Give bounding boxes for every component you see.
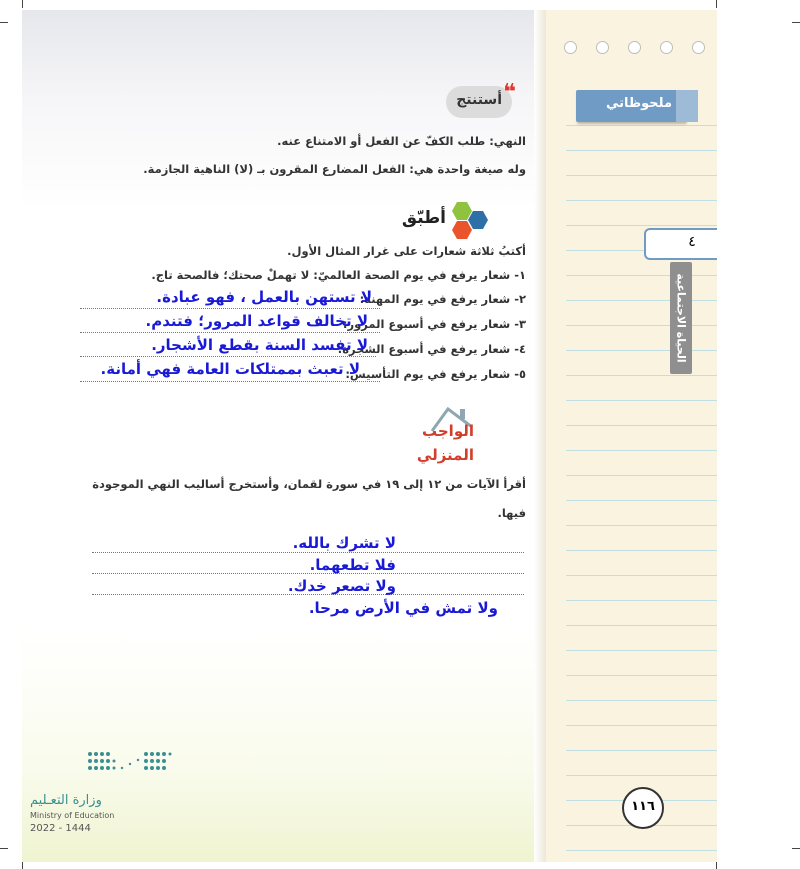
answer-line	[80, 308, 380, 309]
apply-item-5-answer: لا تعبث بممتلكات العامة فهي أمانة.	[100, 360, 360, 378]
unit-number: ٤	[688, 234, 696, 250]
notes-tab	[576, 90, 686, 122]
homework-answer-2: فلا تطعهما.	[309, 556, 396, 574]
content-column	[22, 10, 534, 862]
ministry-year: 2022 - 1444	[30, 823, 91, 834]
apply-item-5-prompt: ٥- شعار يرفع في يوم التأسيس:	[345, 367, 526, 381]
apply-item-1: ١- شعار يرفع في يوم الصحة العالميّ: لا تهملْ صحتك؛ فالصحة تاج.	[151, 268, 526, 282]
crop-mark	[22, 861, 23, 869]
unit-title-tab	[670, 262, 692, 374]
quote-icon: ❝	[503, 80, 516, 105]
hexagons-icon	[450, 202, 494, 246]
apply-title: أطبّق	[401, 208, 446, 228]
homework-answer-1: لا تشرك بالله.	[292, 534, 396, 552]
apply-item-2-prompt: ٢- شعار يرفع في يوم المهنة:	[359, 292, 526, 306]
homework-answer-4: ولا تمش في الأرض مرحا.	[308, 599, 498, 617]
binder-hole-icon	[596, 41, 609, 54]
crop-mark	[0, 848, 8, 849]
crop-mark	[716, 0, 717, 8]
binder-hole-icon	[692, 41, 705, 54]
answer-line	[80, 332, 380, 333]
homework-title-1: الواجب	[421, 422, 474, 440]
apply-item-4-prompt: ٤- شعار يرفع في أسبوع الشجرة:	[337, 342, 526, 356]
ministry-name-ar: وزارة التعـليم	[30, 793, 102, 808]
binder-hole-icon	[628, 41, 641, 54]
textbook-page	[22, 10, 717, 862]
apply-instruction: أكتبُ ثلاثة شعارات على غرار المثال الأول.	[287, 244, 526, 258]
unit-title: الحياة الاجتماعية	[674, 273, 688, 363]
page-gutter	[534, 10, 546, 862]
conclude-line-2: وله صيغة واحدة هي: الفعل المضارع المقرون بـ (لا) الناهية الجازمة.	[143, 162, 526, 176]
answer-line	[80, 356, 376, 357]
crop-mark	[22, 0, 23, 8]
ministry-logo-icon	[86, 750, 172, 776]
answer-line	[92, 552, 524, 553]
homework-instruction-1: أقرأ الآيات من ١٢ إلى ١٩ في سورة لقمان، وأستخرج أساليب النهي الموجودة	[92, 477, 526, 491]
apply-item-2-answer: لا تستهن بالعمل ، فهو عبادة.	[156, 288, 372, 306]
crop-mark	[716, 861, 717, 869]
apply-item-3-prompt: ٣- شعار يرفع في أسبوع المرور:	[342, 317, 526, 331]
unit-number-box	[644, 228, 717, 260]
ministry-name-en: Ministry of Education	[30, 811, 115, 820]
apply-item-4-answer: لا تفسد السنة بقطع الأشجار.	[151, 336, 368, 354]
binder-hole-icon	[660, 41, 673, 54]
notes-title: ملحوظاتي	[605, 96, 672, 111]
conclude-badge	[446, 80, 516, 118]
homework-answer-3: ولا تصعر خدك.	[287, 577, 396, 595]
crop-mark	[0, 22, 8, 23]
crop-mark	[792, 22, 800, 23]
page-number-badge	[622, 787, 664, 829]
answer-line	[92, 573, 524, 574]
notes-column	[546, 10, 717, 862]
page-number: ١١٦	[631, 799, 655, 814]
homework-instruction-2: فيها.	[497, 506, 526, 520]
conclude-line-1: النهي: طلب الكفّ عن الفعل أو الامتناع عنه.	[277, 134, 526, 148]
binder-hole-icon	[564, 41, 577, 54]
apply-item-3-answer: لا تخالف قواعد المرور؛ فتندم.	[145, 312, 368, 330]
crop-mark	[792, 848, 800, 849]
conclude-label: أستنتج	[456, 92, 502, 108]
homework-title-2: المنزلي	[416, 446, 474, 464]
answer-line	[80, 381, 380, 382]
